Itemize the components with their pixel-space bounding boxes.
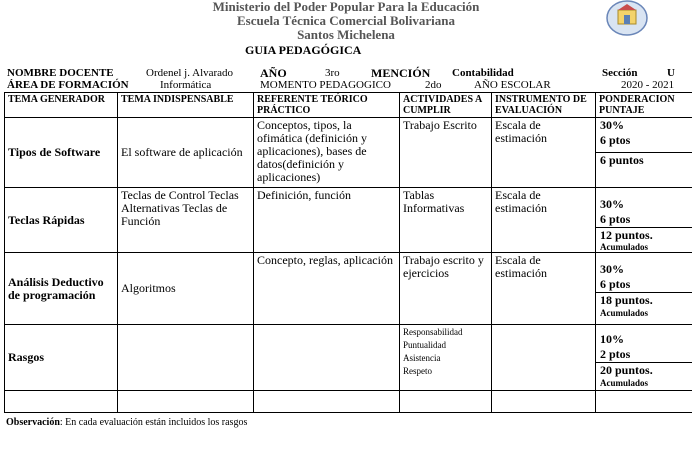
percent-value: 30% [600, 197, 624, 211]
table-row [5, 391, 692, 413]
location-line: Santos Michelena [297, 27, 395, 42]
area-label: ÁREA DE FORMACIÓN [7, 79, 129, 91]
ponderacion-cell [596, 253, 692, 325]
instrumento-cell: Escala de estimación [492, 253, 596, 325]
ano-value: 3ro [325, 67, 340, 79]
empty-cell [5, 391, 118, 413]
accumulated-label: Acumulados [600, 378, 649, 388]
observation-note [6, 417, 247, 428]
actividades-cell: Tablas Informativas [400, 188, 492, 253]
col-header: PONDERACION PUNTAJE [596, 93, 692, 118]
empty-cell [492, 391, 596, 413]
table-row [5, 325, 692, 391]
docente-label: NOMBRE DOCENTE [7, 67, 114, 79]
table-row [5, 253, 692, 325]
col-header: TEMA INDISPENSABLE [118, 93, 254, 118]
total-points: 12 puntos. [596, 227, 692, 242]
momento-value: 2do [425, 79, 442, 91]
mencion-value: Contabilidad [452, 67, 514, 79]
referente-cell: Definición, función [254, 188, 400, 253]
guide-table [4, 92, 692, 413]
escolar-label: AÑO ESCOLAR [474, 79, 551, 91]
col-header: INSTRUMENTO DE EVALUACIÓN [492, 93, 596, 118]
tema-cell: Análisis Deductivo de programación [5, 253, 118, 325]
instrumento-cell: Escala de estimación [492, 188, 596, 253]
percent-value: 10% [600, 332, 624, 346]
document-title: GUIA PEDAGÓGICA [245, 43, 362, 57]
empty-cell [596, 391, 692, 413]
total-points: 18 puntos. [596, 292, 692, 308]
momento-label: MOMENTO PEDAGOGICO [260, 79, 391, 91]
tema-cell: Rasgos [5, 325, 118, 391]
indispensable-cell: Algoritmos [118, 253, 254, 325]
instrumento-cell: Escala de estimación [492, 118, 596, 188]
percent-value: 30% [600, 262, 624, 276]
observation-label: Observación [6, 417, 60, 428]
empty-cell [254, 391, 400, 413]
table-header-row [5, 93, 692, 118]
total-points: 20 puntos. [596, 362, 692, 378]
empty-cell [400, 391, 492, 413]
empty-cell [118, 391, 254, 413]
escolar-value: 2020 - 2021 [621, 79, 675, 91]
referente-cell: Conceptos, tipos, la ofimática (definición y aplicaciones), bases de datos(definición y aplicaciones) [254, 118, 400, 188]
points-value: 6 ptos [600, 277, 631, 291]
col-header: REFERENTE TEÓRICO PRÁCTICO [254, 93, 400, 118]
trait-item: Puntualidad [403, 340, 446, 350]
ponderacion-cell [596, 118, 692, 188]
actividades-cell [400, 325, 492, 391]
seccion-label: Sección [602, 67, 638, 79]
col-header: ACTIVIDADES A CUMPLIR [400, 93, 492, 118]
ministry-line: Ministerio del Poder Popular Para la Educación [212, 0, 480, 14]
points-value: 6 ptos [600, 212, 631, 226]
mencion-label: MENCIÓN [371, 66, 431, 80]
accumulated-label: Acumulados [600, 242, 649, 252]
indispensable-cell: Teclas de Control Teclas Alternativas Teclas de Función [118, 188, 254, 253]
ano-label: AÑO [260, 66, 287, 80]
school-line: Escuela Técnica Comercial Bolivariana [237, 13, 455, 28]
school-logo-icon [604, 0, 650, 36]
actividades-cell: Trabajo escrito y ejercicios [400, 253, 492, 325]
trait-item: Respeto [403, 366, 432, 376]
referente-cell: Concepto, reglas, aplicación [254, 253, 400, 325]
actividades-cell: Trabajo Escrito [400, 118, 492, 188]
table-row [5, 118, 692, 188]
col-header: TEMA GENERADOR [5, 93, 118, 118]
seccion-value: U [667, 67, 675, 79]
area-value: Informática [160, 79, 212, 91]
instrumento-cell [492, 325, 596, 391]
table-row [5, 188, 692, 253]
total-points: 6 puntos [596, 152, 692, 168]
indispensable-cell [118, 325, 254, 391]
ponderacion-cell [596, 325, 692, 391]
docente-value: Ordenel j. Alvarado [146, 67, 234, 79]
points-value: 6 ptos [600, 133, 631, 147]
referente-cell [254, 325, 400, 391]
indispensable-cell: El software de aplicación [118, 118, 254, 188]
observation-text: : En cada evaluación están incluidos los rasgos [59, 417, 248, 428]
tema-cell: Tipos de Software [5, 118, 118, 188]
points-value: 2 ptos [600, 347, 631, 361]
trait-item: Asistencia [403, 353, 441, 363]
percent-value: 30% [600, 118, 624, 132]
accumulated-label: Acumulados [600, 308, 649, 318]
trait-item: Responsabilidad [403, 327, 463, 337]
ponderacion-cell [596, 188, 692, 253]
tema-cell: Teclas Rápidas [5, 188, 118, 253]
